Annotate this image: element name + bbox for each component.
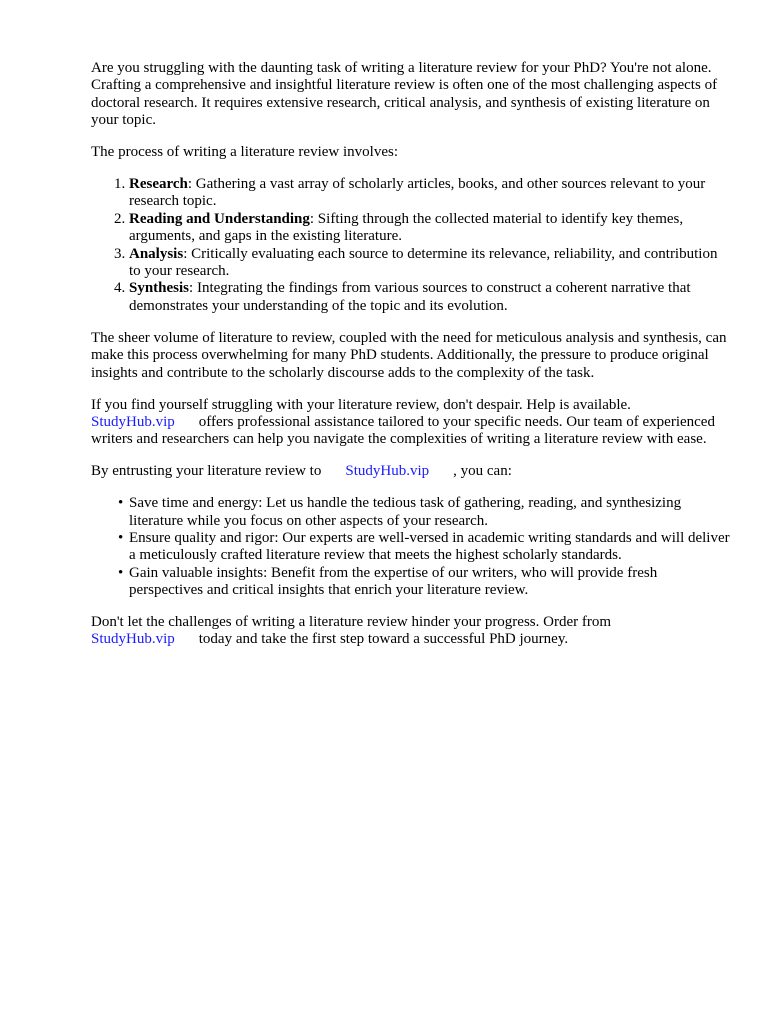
step-term: Research: [129, 176, 188, 193]
benefit-text: Save time and energy: Let us handle the tedious task of gathering, reading, and synthesizing literature while you focus on other aspects of your research.: [129, 495, 682, 529]
help-lead: If you find yourself struggling with your literature review, don't despair. Help is available.: [91, 396, 631, 413]
bullet-icon: •: [118, 495, 124, 512]
help-paragraph: [91, 397, 731, 449]
document-page: [91, 60, 731, 663]
benefit-item: [118, 495, 731, 530]
help-rest: offers professional assistance tailored to your specific needs. Our team of experienced writers and researchers can help you navigate the complexities of writing a literature review with ease.: [91, 413, 715, 448]
benefit-item: [118, 564, 731, 600]
process-step: [129, 211, 731, 246]
step-term: Reading and Understanding: [129, 210, 310, 227]
step-text: : Integrating the findings from various sources to construct a coherent narrative that demonstrates your understanding of the topic and its evolution.: [129, 280, 691, 314]
step-text: : Critically evaluating each source to determine its relevance, reliability, and contribution to your research.: [129, 245, 718, 280]
entrust-paragraph: [91, 463, 731, 480]
bullet-icon: •: [118, 529, 124, 546]
entrust-tail: , you can:: [453, 463, 512, 480]
entrust-lead: By entrusting your literature review to: [91, 463, 322, 480]
benefit-text: Ensure quality and rigor: Our experts are well-versed in academic writing standards and will deliver a meticulously crafted literature review that meets the highest scholarly standards.: [129, 529, 730, 564]
step-text: : Sifting through the collected material to identify key themes, arguments, and gaps in the existing literature.: [129, 210, 684, 245]
process-step: [129, 280, 731, 315]
process-step: [129, 176, 731, 211]
benefit-text: Gain valuable insights: Benefit from the expertise of our writers, who will provide fresh perspectives and critical insights that enrich your literature review.: [129, 564, 658, 599]
studyhub-link[interactable]: StudyHub.vip: [345, 463, 430, 480]
intro-paragraph: Are you struggling with the daunting task of writing a literature review for your PhD? You're not alone. Crafting a comprehensive and insightful literature review is often one of the most challenging aspects of doctoral research. It requires extensive research, critical analysis, and synthesis of existing literature on your topic.: [91, 60, 718, 129]
studyhub-link[interactable]: StudyHub.vip: [91, 413, 175, 430]
process-heading: The process of writing a literature review involves:: [91, 144, 398, 161]
process-step: [129, 246, 731, 281]
step-term: Synthesis: [129, 280, 190, 297]
bullet-icon: •: [118, 564, 124, 581]
step-term: Analysis: [129, 245, 184, 262]
benefits-list: [91, 495, 731, 599]
benefit-item: [118, 529, 731, 565]
closing-lead: Don't let the challenges of writing a literature review hinder your progress. Order from: [91, 614, 612, 631]
volume-paragraph: The sheer volume of literature to review, coupled with the need for meticulous analysis and synthesis, can make this process overwhelming for many PhD students. Additionally, the pressure to produce original insights and contribute to the scholarly discourse adds to the complexity of the task.: [91, 329, 727, 381]
closing-tail: today and take the first step toward a successful PhD journey.: [198, 631, 569, 648]
closing-paragraph: [91, 614, 731, 649]
studyhub-link[interactable]: StudyHub.vip: [91, 631, 175, 648]
process-steps-list: [91, 176, 731, 315]
step-text: : Gathering a vast array of scholarly articles, books, and other sources relevant to your research topic.: [129, 176, 706, 210]
